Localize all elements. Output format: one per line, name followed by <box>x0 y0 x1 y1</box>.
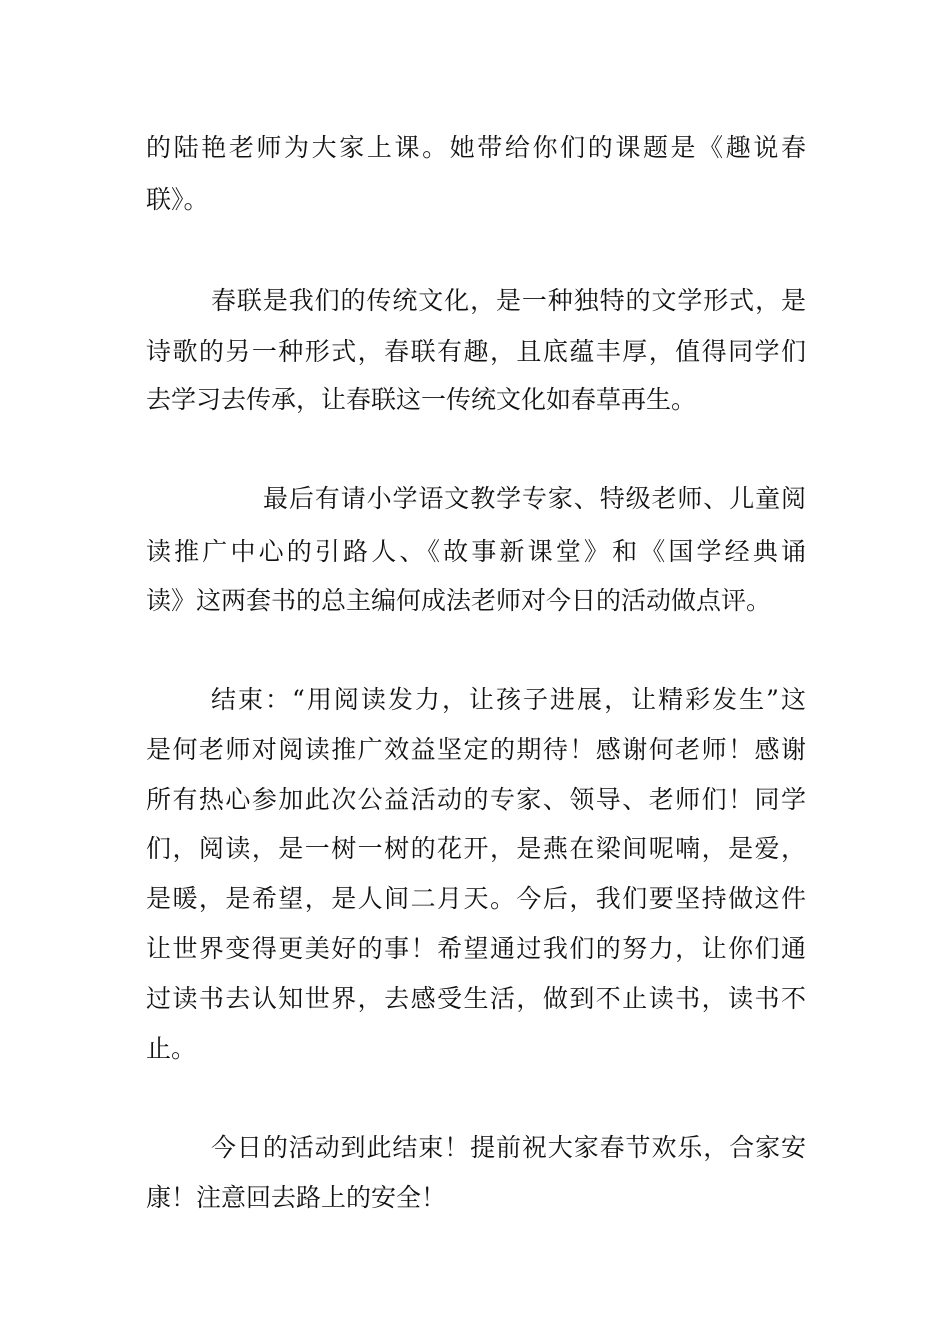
paragraph-line: 过读书去认知世界，去感受生活，做到不止读书，读书不 <box>146 984 806 1013</box>
paragraph-line: 最后有请小学语文教学专家、特级老师、儿童阅 <box>263 484 806 513</box>
paragraph-line: 康！注意回去路上的安全！ <box>146 1183 447 1212</box>
paragraph-line: 读》这两套书的总主编何成法老师对今日的活动做点评。 <box>146 586 772 615</box>
paragraph-line: 是暖，是希望，是人间二月天。今后，我们要坚持做这件 <box>146 884 806 913</box>
paragraph-line: 诗歌的另一种形式，春联有趣，且底蕴丰厚，值得同学们 <box>146 337 806 366</box>
paragraph-line: 读推广中心的引路人、《故事新课堂》和《国学经典诵 <box>146 537 806 566</box>
paragraph-line: 春联是我们的传统文化，是一种独特的文学形式，是 <box>211 286 806 315</box>
paragraph-line: 们，阅读，是一树一树的花开，是燕在梁间呢喃，是爱， <box>146 834 806 863</box>
paragraph-line: 去学习去传承，让春联这一传统文化如春草再生。 <box>146 385 697 414</box>
paragraph-line: 止。 <box>146 1034 197 1063</box>
paragraph-line: 让世界变得更美好的事！希望通过我们的努力，让你们通 <box>146 934 806 963</box>
paragraph-line: 的陆艳老师为大家上课。她带给你们的课题是《趣说春 <box>146 133 806 162</box>
paragraph-line: 结束：“用阅读发力，让孩子进展，让精彩发生”这 <box>211 685 806 714</box>
paragraph-line: 今日的活动到此结束！提前祝大家春节欢乐，合家安 <box>211 1133 806 1162</box>
paragraph-line: 所有热心参加此次公益活动的专家、领导、老师们！同学 <box>146 785 806 814</box>
paragraph-line: 是何老师对阅读推广效益坚定的期待！感谢何老师！感谢 <box>146 735 806 764</box>
paragraph-line: 联》。 <box>146 185 209 214</box>
